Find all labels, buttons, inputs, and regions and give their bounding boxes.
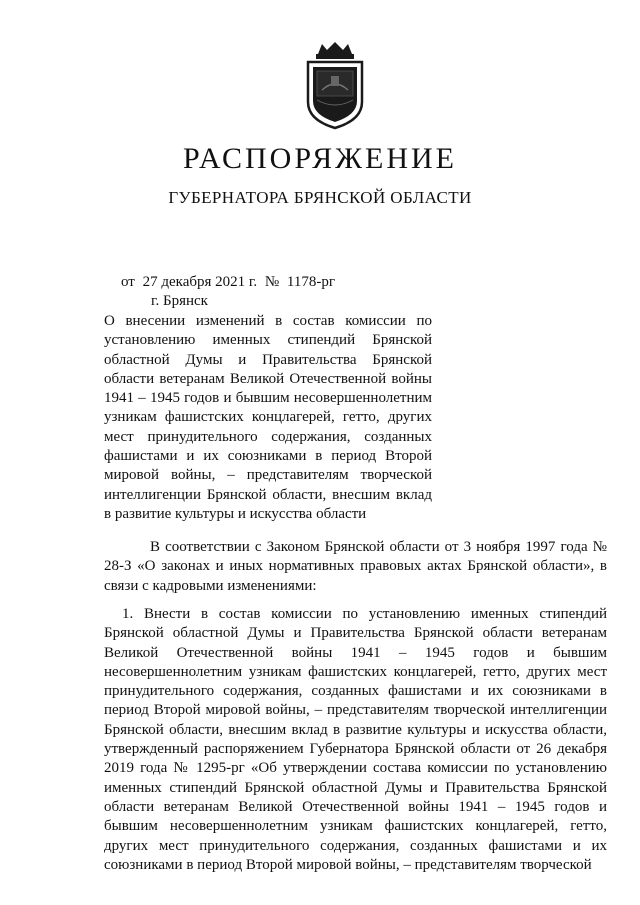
- date-number-line: [121, 272, 339, 292]
- date-prefix: от: [121, 274, 135, 290]
- document-city: г. Брянск: [151, 293, 208, 309]
- document-date: 27 декабря 2021 г.: [142, 274, 258, 290]
- body-paragraph-1: В соответствии с Законом Брянской области от 3 ноября 1997 года № 28-З «О законах и иных нормативных правовых актах Брянской области», в связи с кадровыми изменениями:: [104, 539, 607, 594]
- number-sign: №: [264, 274, 280, 290]
- document-number: 1178-рг: [286, 274, 336, 290]
- coat-of-arms-emblem: [300, 40, 370, 130]
- document-subtitle: ГУБЕРНАТОРА БРЯНСКОЙ ОБЛАСТИ: [168, 188, 472, 207]
- document-title: РАСПОРЯЖЕНИЕ: [182, 142, 458, 175]
- document-subject: О внесении изменений в состав комиссии по установлению именных стипендий Брянской областной Думы и Правительства Брянской области ветеранам Великой Отечественной войны 1941 – 1945 годов и бывшим несовершеннолетним узникам фашистских концлагерей, гетто, других мест принудительного содержания, созданных фашистами и их союзниками в период Второй мировой войны, – представителям творческой интеллигенции Брянской области, внесшим вклад в развитие культуры и искусства области: [104, 313, 432, 522]
- body-paragraph-2: 1. Внести в состав комиссии по установлению именных стипендий Брянской областной Думы и Правительства Брянской области ветеранам Великой Отечественной войны 1941 – 1945 годов и бывшим несовершеннолетним узникам фашистских концлагерей, гетто, других мест принудительного содержания, созданных фашистами и их союзниками в период Второй мировой войны, – представителям творческой интеллигенции Брянской области, внесшим вклад в развитие культуры и искусства области, утвержденный распоряжением Губернатора Брянской области от 26 декабря 2019 года № 1295-рг «Об утверждении состава комиссии по установлению именных стипендий Брянской областной Думы и Правительства Брянской области ветеранам Великой Отечественной войны 1941 – 1945 годов и бывшим несовершеннолетним узникам фашистских концлагерей, гетто, других мест принудительного содержания, созданных фашистами и их союзниками в период Второй мировой войны, – представителям творческой: [104, 606, 607, 873]
